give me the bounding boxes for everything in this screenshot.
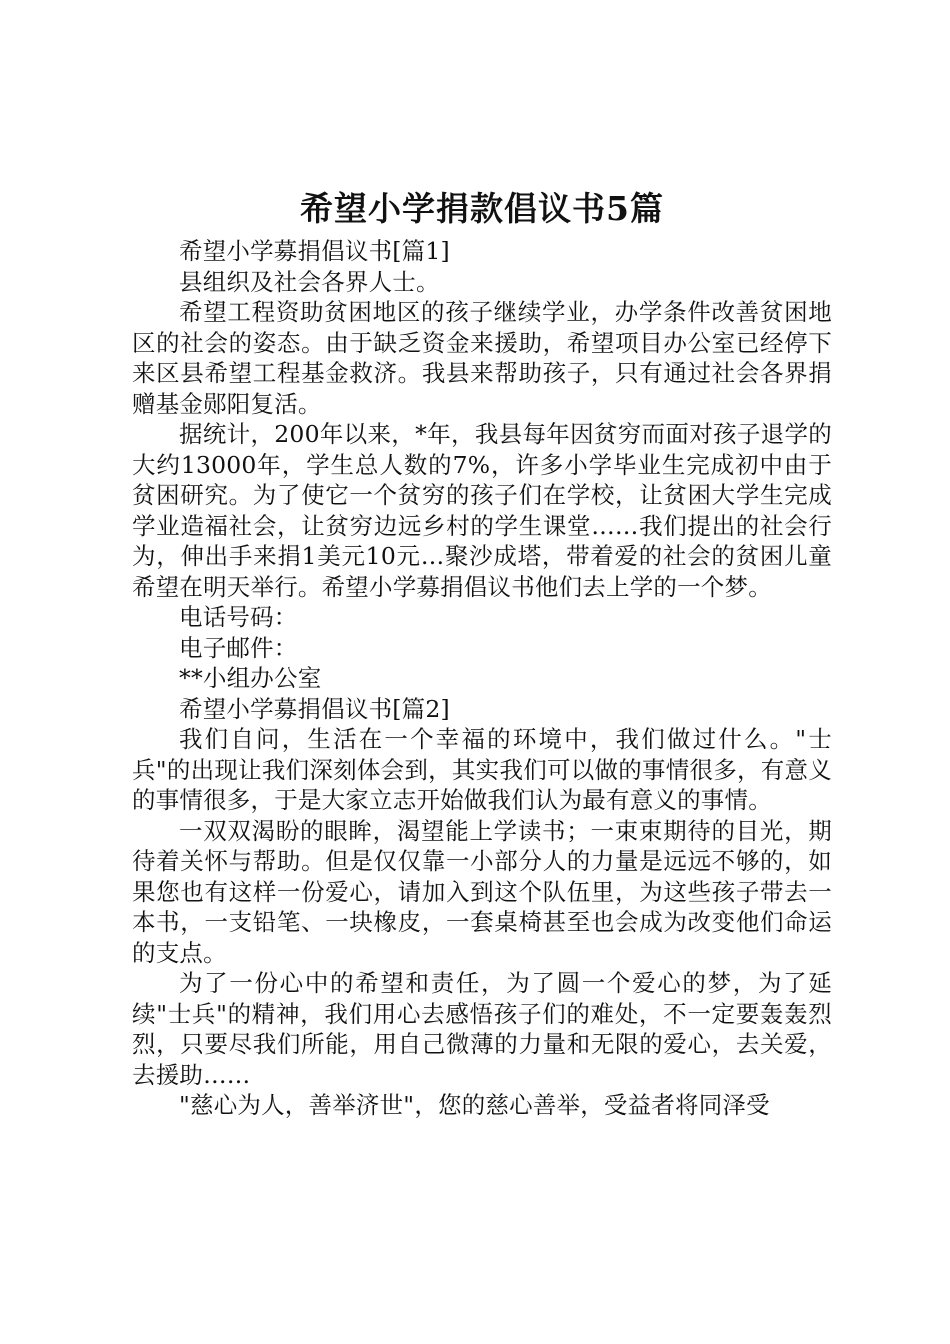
- contact-email: 电子邮件：: [179, 633, 298, 662]
- document-body: [132, 236, 832, 1121]
- document-title: 希望小学捐款倡议书5篇: [300, 189, 664, 228]
- paragraph: "慈心为人，善举济世"，您的慈心善举，受益者将同泽受: [179, 1091, 770, 1119]
- paragraph: 为了一份心中的希望和责任，为了圆一个爱心的梦，为了延续"士兵"的精神，我们用心去感悟孩子们的难处，不一定要轰轰烈烈，只要尽我们所能，用自己微薄的力量和无限的爱心，去关爱，去援助……: [132, 969, 832, 1089]
- section-heading-1: 希望小学募捐倡议书[篇1]: [179, 237, 450, 265]
- contact-phone: 电话号码：: [179, 603, 298, 631]
- salutation: 县组织及社会各界人士。: [179, 267, 440, 296]
- document-page: [132, 186, 832, 1121]
- section-heading-2: 希望小学募捐倡议书[篇2]: [179, 694, 450, 723]
- paragraph: 一双双渴盼的眼眸，渴望能上学读书；一束束期待的目光，期待着关怀与帮助。但是仅仅靠一小部分人的力量是远远不够的，如果您也有这样一份爱心，请加入到这个队伍里，为这些孩子带去一本书，一支铅笔、一块橡皮，一套桌椅甚至也会成为改变他们命运的支点。: [132, 816, 832, 967]
- paragraph: 据统计，200年以来，*年，我县每年因贫穷而面对孩子退学的大约13000年，学生总人数的7%，许多小学毕业生完成初中由于贫困研究。为了使它一个贫穷的孩子们在学校，让贫困大学生完成学业造福社会，让贫穷边远乡村的学生课堂……我们提出的社会行为，伸出手来捐1美元10元…聚沙成塔，带着爱的社会的贫困儿童希望在明天举行。希望小学募捐倡议书他们去上学的一个梦。: [132, 420, 832, 601]
- paragraph: 我们自问，生活在一个幸福的环境中，我们做过什么。"士兵"的出现让我们深刻体会到，其实我们可以做的事情很多，有意义的事情很多，于是大家立志开始做我们认为最有意义的事情。: [132, 725, 832, 814]
- paragraph: 希望工程资助贫困地区的孩子继续学业，办学条件改善贫困地区的社会的姿态。由于缺乏资金来援助，希望项目办公室已经停下来区县希望工程基金救济。我县来帮助孩子，只有通过社会各界捐赠基金郧阳复活。: [132, 298, 832, 418]
- office-signature: **小组办公室: [179, 664, 322, 692]
